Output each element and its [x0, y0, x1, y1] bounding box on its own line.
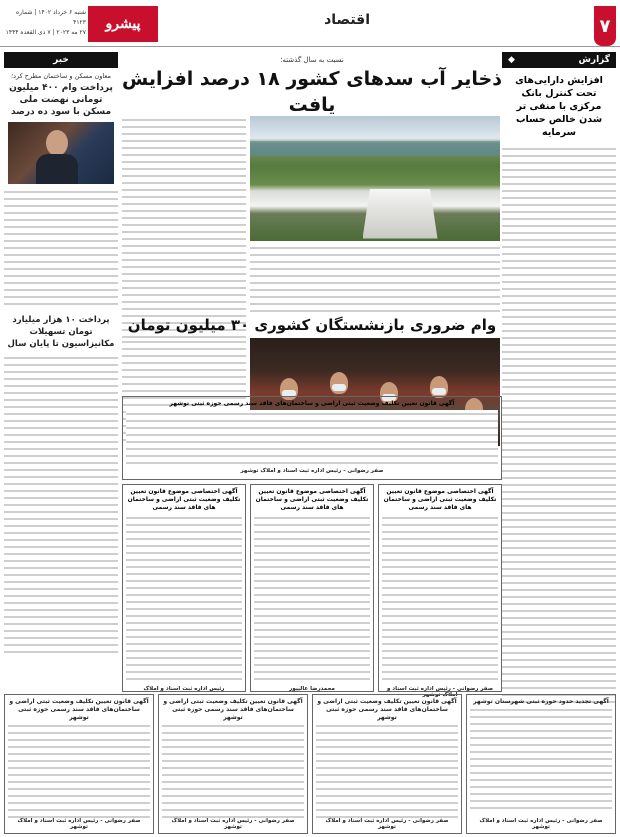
bottom-notice-signature: صفر رضوانی - رئیس اداره ثبت اسناد و املاک توشهر	[171, 818, 295, 830]
notice-body	[382, 514, 498, 684]
notice-signature: صفر رضوانی - رئیس اداره ثبت اسناد و املاک توشهر	[240, 468, 384, 474]
news-kicker: معاون مسکن و ساختمان مطرح کرد؛	[11, 72, 111, 80]
bottom-notices	[4, 694, 616, 834]
notice-title: آگهی اختصاصی موضوع قانون تعیین تکلیف وضعیت ثبتی اراضی و ساختمان های فاقد سند رسمی	[127, 488, 241, 511]
notice-title: آگهی اختصاصی موضوع قانون تعیین تکلیف وضعیت ثبتی اراضی و ساختمان های فاقد سند رسمی	[255, 488, 369, 511]
news-column	[4, 52, 118, 692]
notice-box	[122, 484, 246, 692]
notice-body	[254, 514, 370, 684]
bottom-notice-title: آگهی تجدید حدود حوزه ثبتی شهرستان توشهر	[473, 698, 609, 705]
report-body	[502, 145, 616, 705]
bottom-notice	[4, 694, 154, 834]
bottom-notice-title: آگهی قانون تعیین تکلیف وضعیت ثبتی اراضی و ساختمان‌های فاقد سند رسمی حوزه ثبتی توشهر	[317, 698, 457, 721]
official-portrait	[8, 122, 114, 184]
notice-signature: رئیس اداره ثبت اسناد و املاک	[143, 686, 225, 692]
bottom-notice-body	[316, 722, 458, 822]
bottom-notice	[158, 694, 308, 834]
bottom-notice-signature: صفر رضوانی - رئیس اداره ثبت اسناد و املاک توشهر	[17, 818, 141, 830]
top-story-kicker: نسبت به سال گذشته؛	[280, 56, 344, 64]
report-title: افزایش دارایی‌های تحت کنترل بانک مرکزی با منفی تر شدن خالص حساب سرمایه	[515, 75, 603, 138]
notice-body	[126, 410, 498, 466]
report-tag	[502, 52, 616, 68]
legal-notices	[122, 396, 502, 698]
diamond-icon: ◆	[508, 55, 515, 65]
news-title: پرداخت وام ۴۰۰ میلیون تومانی نهضت ملی مسکن با سود ده درصد	[9, 83, 113, 117]
bottom-notice-title: آگهی قانون تعیین تکلیف وضعیت ثبتی اراضی و ساختمان‌های فاقد سند رسمی حوزه ثبتی توشهر	[163, 698, 303, 721]
news-body	[4, 188, 118, 308]
news-body-2	[4, 354, 118, 654]
notice-signature: محمدرضا عالیپور	[289, 686, 335, 692]
bottom-notice	[466, 694, 616, 834]
notice-box	[378, 484, 502, 698]
report-column	[502, 52, 616, 692]
news-title-2: پرداخت ۱۰ هزار میلیارد تومان تسهیلات مکانیزاسیون تا پایان سال	[7, 315, 115, 349]
second-story-headline: وام ضروری بازنشستگان کشوری ۳۰ میلیون تومان	[127, 316, 497, 334]
notice-box	[122, 396, 502, 480]
header-divider	[0, 46, 620, 47]
portrait-suit	[36, 154, 78, 184]
top-story-headline: ذخایر آب سدهای کشور ۱۸ درصد افزایش یافت	[122, 68, 502, 116]
report-tag-label: گزارش	[578, 55, 610, 65]
dam-reservoir	[250, 141, 500, 156]
bottom-notice-body	[8, 722, 150, 822]
face-mask	[432, 388, 446, 395]
face-mask	[332, 384, 346, 391]
page-number: ۷	[594, 6, 616, 46]
bottom-notice-title: آگهی قانون تعیین تکلیف وضعیت ثبتی اراضی و ساختمان‌های فاقد سند رسمی حوزه ثبتی توشهر	[9, 698, 149, 721]
bottom-notice-body	[470, 706, 612, 814]
bottom-notice-body	[162, 722, 304, 822]
top-story-body-continued	[250, 244, 500, 314]
page-header	[0, 0, 620, 56]
section-title: اقتصاد	[324, 12, 370, 28]
dateline-line: ۲۷ مه ۲۰۲۳ | ۷ ذی القعده ۱۴۴۴	[5, 29, 86, 36]
notice-box	[250, 484, 374, 692]
bottom-notice	[312, 694, 462, 834]
bottom-notice-signature: صفر رضوانی - رئیس اداره ثبت اسناد و املاک توشهر	[325, 818, 449, 830]
dam-wall	[363, 189, 438, 239]
notice-signature: صفر رضوانی - رئیس اداره ثبت اسناد و املاک توشهر	[386, 686, 494, 698]
newspaper-logo: پیشرو	[88, 6, 158, 42]
portrait-face	[46, 130, 68, 156]
bottom-notice-signature: صفر رضوانی - رئیس اداره ثبت اسناد و املاک توشهر	[479, 818, 603, 830]
dam-photo	[250, 116, 500, 241]
notice-body	[126, 514, 242, 684]
main-stories	[122, 52, 502, 334]
notice-title: آگهی اختصاصی موضوع قانون تعیین تکلیف وضعیت ثبتی اراضی و ساختمان های فاقد سند رسمی	[383, 488, 497, 511]
news-tag: خبر	[4, 52, 118, 68]
dateline-line: شنبه ۶ خرداد ۱۴۰۲ | شماره ۴۱۲۳	[16, 9, 86, 26]
notice-title: آگهی قانون تعیین تکلیف وضعیت ثبتی اراضی و ساختمان‌های فاقد سند رسمی حوزه ثبتی توشهر	[169, 400, 455, 407]
dateline	[4, 8, 86, 38]
